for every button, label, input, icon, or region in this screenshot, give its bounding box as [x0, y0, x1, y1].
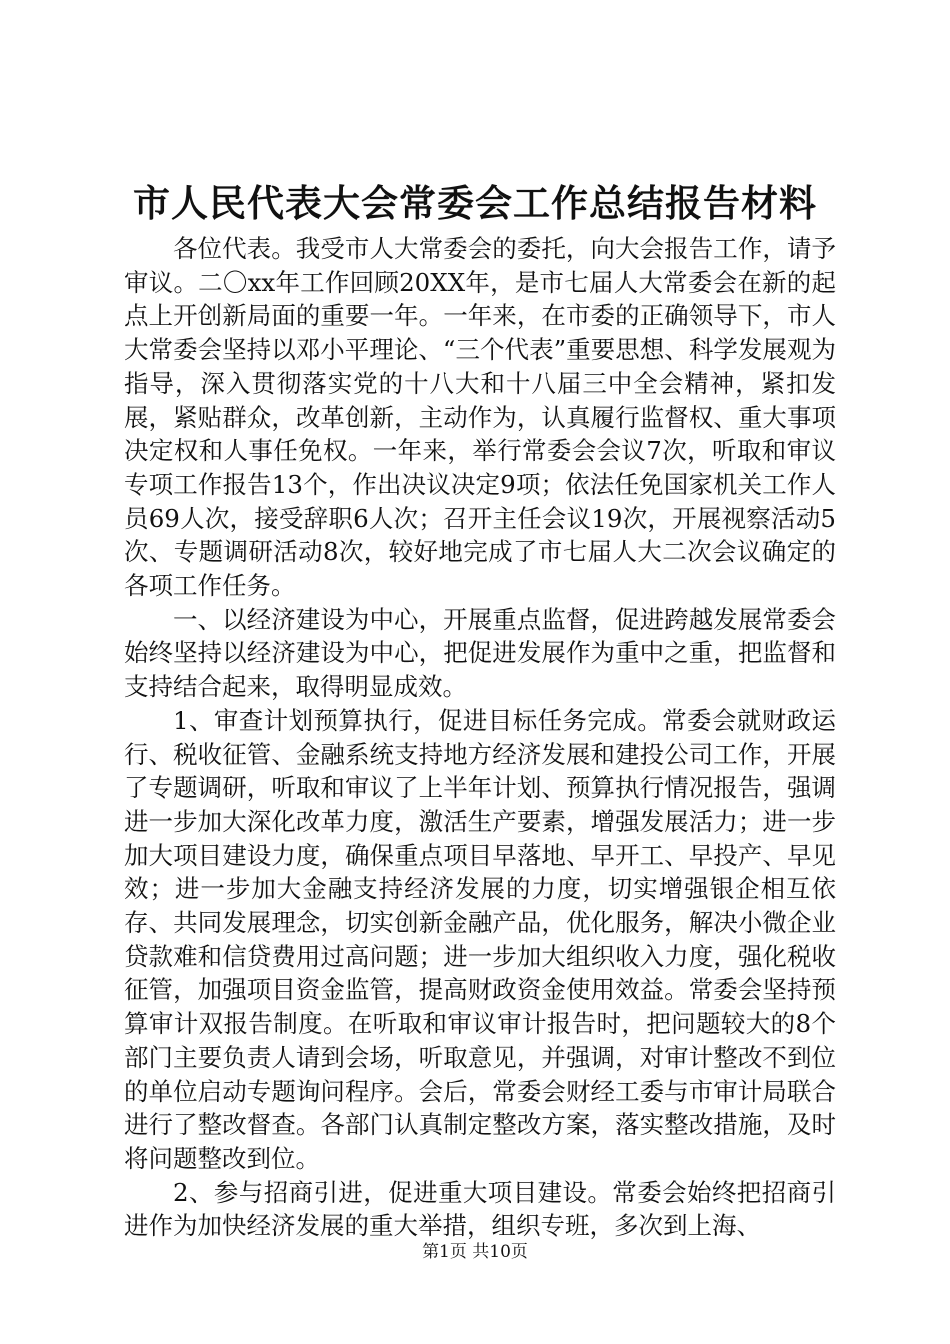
- paragraph-section-1: 一、以经济建设为中心，开展重点监督，促进跨越发展常委会始终坚持以经济建设为中心，把促进发展作为重中之重，把监督和支持结合起来，取得明显成效。: [124, 604, 836, 702]
- document-title: 市人民代表大会常委会工作总结报告材料: [133, 181, 817, 225]
- document-body: [124, 232, 836, 1243]
- page-number-footer: 第1页 共10页: [422, 1242, 528, 1262]
- paragraph-item-1: 1、审查计划预算执行，促进目标任务完成。常委会就财政运行、税收征管、金融系统支持地方经济发展和建投公司工作，开展了专题调研，听取和审议了上半年计划、预算执行情况报告，强调进一步加大深化改革力度，激活生产要素，增强发展活力；进一步加大项目建设力度，确保重点项目早落地、早开工、早投产、早见效；进一步加大金融支持经济发展的力度，切实增强银企相互依存、共同发展理念，切实创新金融产品，优化服务，解决小微企业贷款难和信贷费用过高问题；进一步加大组织收入力度，强化税收征管，加强项目资金监管，提高财政资金使用效益。常委会坚持预算审计双报告制度。在听取和审议审计报告时，把问题较大的8个部门主要负责人请到会场，听取意见，并强调，对审计整改不到位的单位启动专题询问程序。会后，常委会财经工委与市审计局联合进行了整改督查。各部门认真制定整改方案，落实整改措施，及时将问题整改到位。: [124, 705, 836, 1173]
- paragraph-intro: 各位代表。我受市人大常委会的委托，向大会报告工作，请予审议。二〇xx年工作回顾20XX年，是市七届人大常委会在新的起点上开创新局面的重要一年。一年来，在市委的正确领导下，市人大常委会坚持以邓小平理论、“三个代表”重要思想、科学发展观为指导，深入贯彻落实党的十八大和十八届三中全会精神，紧扣发展，紧贴群众，改革创新，主动作为，认真履行监督权、重大事项决定权和人事任免权。一年来，举行常委会会议7次，听取和审议专项工作报告13个，作出决议决定9项；依法任免国家机关工作人员69人次，接受辞职6人次；召开主任会议19次，开展视察活动5次、专题调研活动8次，较好地完成了市七届人大二次会议确定的各项工作任务。: [124, 234, 836, 601]
- paragraph-item-2: 2、参与招商引进，促进重大项目建设。常委会始终把招商引进作为加快经济发展的重大举措，组织专班，多次到上海、: [124, 1177, 836, 1241]
